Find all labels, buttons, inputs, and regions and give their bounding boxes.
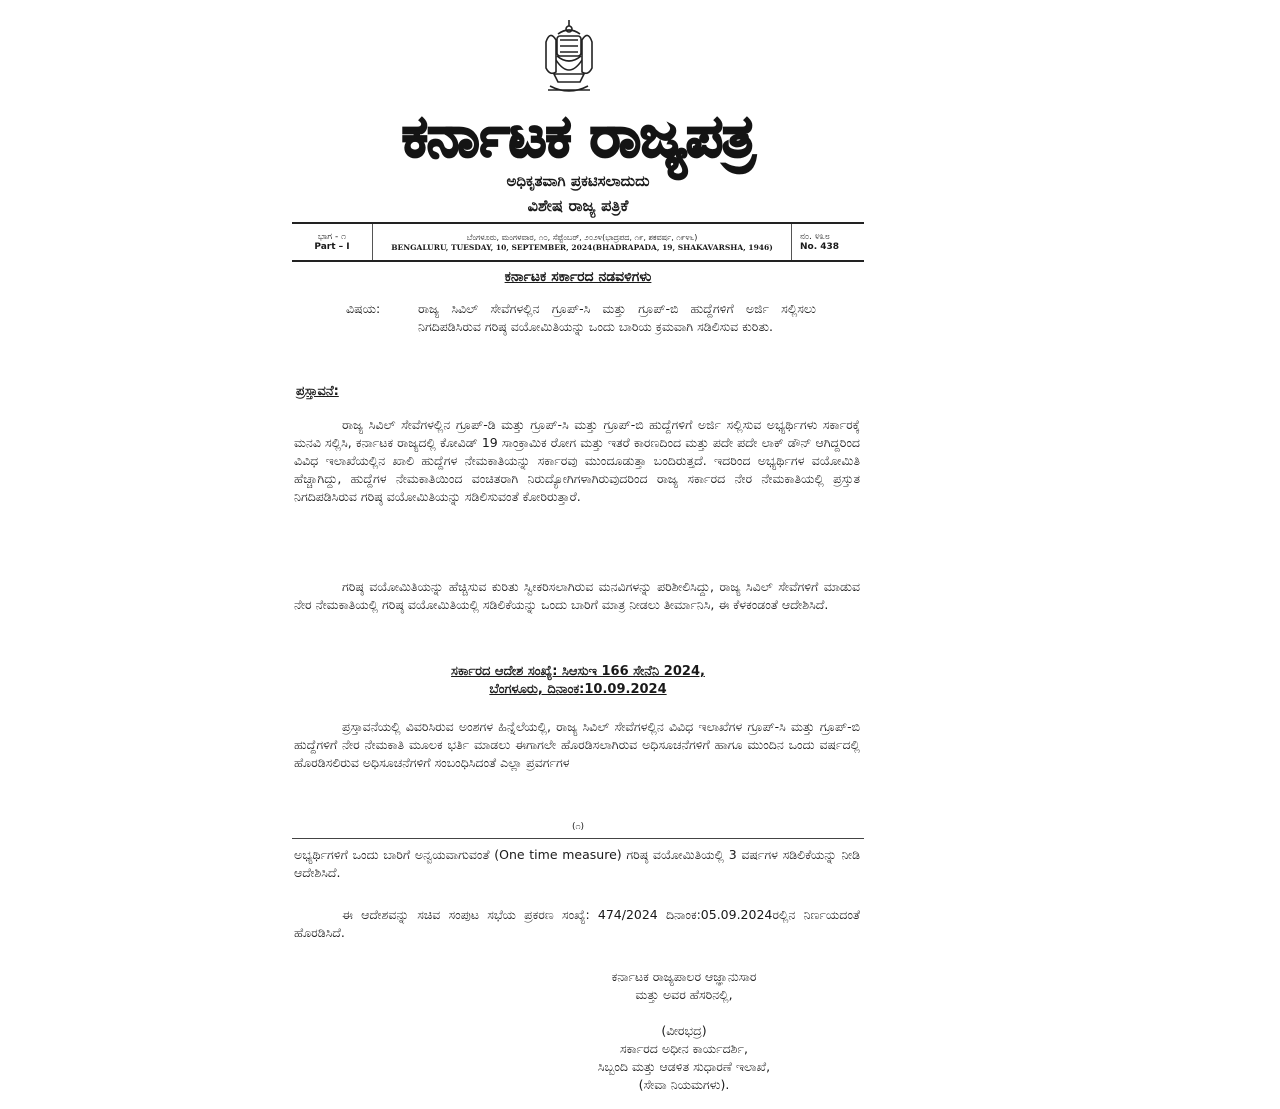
signatory-block (534, 1022, 834, 1094)
authority-line-2: ಮತ್ತು ಅವರ ಹೆಸರಿನಲ್ಲಿ, (635, 987, 733, 1002)
order-place-date: ಬೆಂಗಳೂರು, ದಿನಾಂಕ:10.09.2024 (489, 682, 667, 697)
order-number: ಸರ್ಕಾರದ ಆದೇಶ ಸಂಖ್ಯೆ: ಸಿಆಸುಇ 166 ಸೇನೆನಿ 2024, (451, 664, 705, 679)
issue-number-cell (792, 224, 864, 260)
gazette-masthead: ಕರ್ನಾಟಕ ರಾಜ್ಯಪತ್ರ (401, 102, 755, 170)
masthead-subtitle-official: ಅಧಿಕೃತವಾಗಿ ಪ್ರಕಟಿಸಲಾದುದು (506, 172, 650, 190)
issue-info-bar (292, 222, 864, 262)
signatory-designation-2: ಸಿಬ್ಬಂದಿ ಮತ್ತು ಆಡಳಿತ ಸುಧಾರಣೆ ಇಲಾಖೆ, (597, 1059, 771, 1074)
order-paragraph-1: ಪ್ರಸ್ತಾವನೆಯಲ್ಲಿ ವಿವರಿಸಿರುವ ಅಂಶಗಳ ಹಿನ್ನೆಲೆಯಲ್ಲಿ, ರಾಜ್ಯ ಸಿವಿಲ್ ಸೇವೆಗಳಲ್ಲಿನ ವಿವಿಧ ಇಲಾಖೆಗಳ ಗ್ರೂಪ್-ಸಿ ಮತ್ತು ಗ್ರೂಪ್-ಬಿ ಹುದ್ದೆಗಳಿಗೆ ನೇರ ನೇಮಕಾತಿ ಮೂಲಕ ಭರ್ತಿ ಮಾಡಲು ಈಗಾಗಲೇ ಹೊರಡಿಸಲಾಗಿರುವ ಅಧಿಸೂಚನೆಗಳಿಗೆ ಹಾಗೂ ಮುಂದಿನ ಒಂದು ವರ್ಷದಲ್ಲಿ ಹೊರಡಿಸಲಿರುವ ಅಧಿಸೂಚನೆಗಳಿಗೆ ಸಂಬಂಧಿಸಿದಂತೆ ಎಲ್ಲಾ ಪ್ರವರ್ಗಗಳ (294, 719, 860, 770)
part-cell (292, 224, 373, 260)
order-paragraph-continued: ಅಭ್ಯರ್ಥಿಗಳಿಗೆ ಒಂದು ಬಾರಿಗೆ ಅನ್ವಯವಾಗುವಂತೆ (One time measure) ಗರಿಷ್ಠ ವಯೋಮಿತಿಯಲ್ಲಿ 3 ವರ್ಷಗಳ ಸಡಿಲಿಕೆಯನ್ನು ನೀಡಿ ಆದೇಶಿಸಿದೆ. (294, 847, 860, 880)
issue-number-english: No. 438 (800, 242, 840, 252)
part-english: Part – I (314, 242, 350, 252)
page-divider (292, 838, 864, 839)
subject-label: ವಿಷಯ: (346, 301, 381, 316)
date-english: BENGALURU, TUESDAY, 10, SEPTEMBER, 2024(BHADRAPADA, 19, SHAKAVARSHA, 1946) (391, 242, 773, 252)
gazette-page (292, 12, 864, 1102)
subject-block (346, 300, 816, 336)
preamble-paragraph-1: ರಾಜ್ಯ ಸಿವಿಲ್ ಸೇವೆಗಳಲ್ಲಿನ ಗ್ರೂಪ್-ಡಿ ಮತ್ತು ಗ್ರೂಪ್-ಸಿ ಮತ್ತು ಗ್ರೂಪ್-ಬಿ ಹುದ್ದೆಗಳಿಗೆ ಅರ್ಜಿ ಸಲ್ಲಿಸುವ ಅಭ್ಯರ್ಥಿಗಳು ಸರ್ಕಾರಕ್ಕೆ ಮನವಿ ಸಲ್ಲಿಸಿ, ಕರ್ನಾಟಕ ರಾಜ್ಯದಲ್ಲಿ ಕೋವಿಡ್ 19 ಸಾಂಕ್ರಾಮಿಕ ರೋಗ ಮತ್ತು ಇತರೆ ಕಾರಣದಿಂದ ಮತ್ತು ಪದೇ ಪದೇ ಲಾಕ್ ಡೌನ್ ಆಗಿದ್ದರಿಂದ ವಿವಿಧ ಇಲಾಖೆಯಲ್ಲಿನ ಖಾಲಿ ಹುದ್ದೆಗಳ ನೇಮಕಾತಿಯನ್ನು ಸರ್ಕಾರವು ಮುಂದೂಡುತ್ತಾ ಬಂದಿರುತ್ತದೆ. ಇದರಿಂದ ಅಭ್ಯರ್ಥಿಗಳ ವಯೋಮಿತಿ ಹೆಚ್ಚಾಗಿದ್ದು, ಹುದ್ದೆಗಳ ನೇಮಕಾತಿಯಿಂದ ವಂಚಿತರಾಗಿ ನಿರುದ್ಯೋಗಿಗಳಾಗಿರುವುದರಿಂದ ರಾಜ್ಯ ಸರ್ಕಾರದ ನೇರ ನೇಮಕಾತಿಯಲ್ಲಿ ಪ್ರಸ್ತುತ ನಿಗದಿಪಡಿಸಿರುವ ಗರಿಷ್ಠ ವಯೋಮಿತಿಯನ್ನು ಸಡಿಲಿಸುವಂತೆ ಕೋರಿರುತ್ತಾರೆ. (294, 417, 860, 504)
authority-line-1: ಕರ್ನಾಟಕ ರಾಜ್ಯಪಾಲರ ಆಜ್ಞಾನುಸಾರ (611, 969, 757, 984)
signatory-designation-1: ಸರ್ಕಾರದ ಅಧೀನ ಕಾರ್ಯದರ್ಶಿ, (620, 1041, 748, 1056)
date-kannada: ಬೆಂಗಳೂರು, ಮಂಗಳವಾರ, ೧೦, ಸೆಪ್ಟೆಂಬರ್, ೨೦೨೪(ಭಾದ್ರಪದ, ೧೯, ಶಕವರ್ಷ, ೧೯೪೬) (466, 232, 698, 242)
section-title: ಕರ್ನಾಟಕ ಸರ್ಕಾರದ ನಡವಳಿಗಳು (504, 269, 652, 285)
part-kannada: ಭಾಗ - ೧ (317, 232, 347, 242)
preamble-heading: ಪ್ರಸ್ತಾವನೆ: (296, 384, 339, 399)
subject-text: ರಾಜ್ಯ ಸಿವಿಲ್ ಸೇವೆಗಳಲ್ಲಿನ ಗ್ರೂಪ್-ಸಿ ಮತ್ತು ಗ್ರೂಪ್-ಬಿ ಹುದ್ದೆಗಳಿಗೆ ಅರ್ಜಿ ಸಲ್ಲಿಸಲು ನಿಗದಿಪಡಿಸಿರುವ ಗರಿಷ್ಠ ವಯೋಮಿತಿಯನ್ನು ಒಂದು ಬಾರಿಯ ಕ್ರಮವಾಗಿ ಸಡಿಲಿಸುವ ಕುರಿತು. (418, 301, 816, 334)
order-paragraph-2: ಈ ಆದೇಶವನ್ನು ಸಚಿವ ಸಂಪುಟ ಸಭೆಯ ಪ್ರಕರಣ ಸಂಖ್ಯೆ: 474/2024 ದಿನಾಂಕ:05.09.2024ರಲ್ಲಿನ ನಿರ್ಣಯದಂತೆ ಹೊರಡಿಸಿದೆ. (294, 907, 860, 940)
signatory-designation-3: (ಸೇವಾ ನಿಯಮಗಳು). (638, 1077, 730, 1092)
authority-block (534, 968, 834, 1004)
date-cell (373, 224, 792, 260)
state-emblem-icon (540, 16, 598, 98)
preamble-paragraph-2: ಗರಿಷ್ಠ ವಯೋಮಿತಿಯನ್ನು ಹೆಚ್ಚಿಸುವ ಕುರಿತು ಸ್ವೀಕರಿಸಲಾಗಿರುವ ಮನವಿಗಳನ್ನು ಪರಿಶೀಲಿಸಿದ್ದು, ರಾಜ್ಯ ಸಿವಿಲ್ ಸೇವೆಗಳಿಗೆ ಮಾಡುವ ನೇರ ನೇಮಕಾತಿಯಲ್ಲಿ ಗರಿಷ್ಠ ವಯೋಮಿತಿಯಲ್ಲಿ ಸಡಿಲಿಕೆಯನ್ನು ಒಂದು ಬಾರಿಗೆ ಮಾತ್ರ ನೀಡಲು ತೀರ್ಮಾನಿಸಿ, ಈ ಕೆಳಕಂಡಂತೆ ಆದೇಶಿಸಿದೆ. (294, 579, 860, 612)
masthead-subtitle-special: ವಿಶೇಷ ರಾಜ್ಯ ಪತ್ರಿಕೆ (527, 196, 629, 215)
signatory-name: (ವೀರಭದ್ರ) (661, 1023, 707, 1038)
page-number: (೧) (571, 822, 585, 832)
issue-number-kannada: ನಂ. ೪೩೮ (800, 232, 830, 242)
